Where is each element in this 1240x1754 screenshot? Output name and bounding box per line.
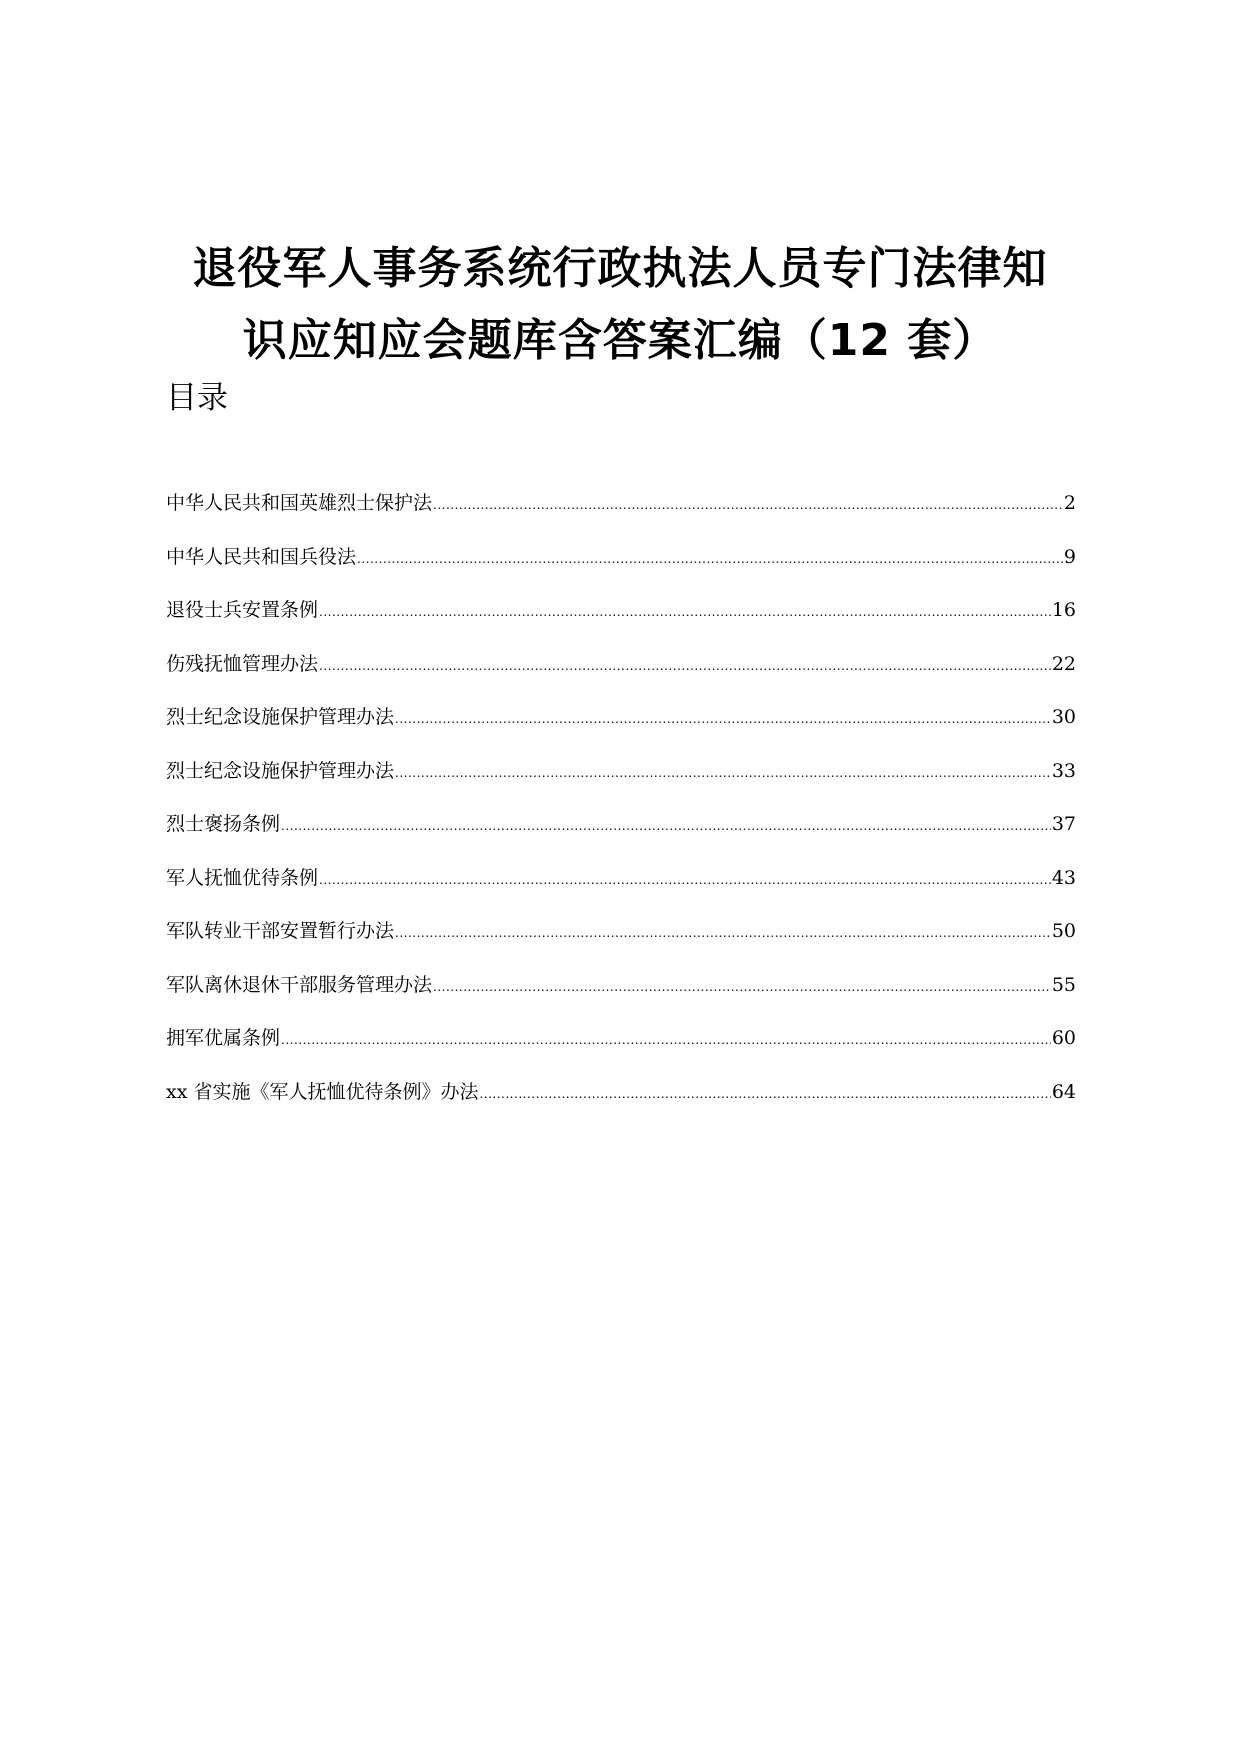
toc-entry[interactable] xyxy=(166,1023,1076,1077)
toc-dot-leader xyxy=(395,918,1051,948)
toc-entry-label[interactable]: 军队转业干部安置暂行办法 xyxy=(166,920,395,942)
toc-dot-leader xyxy=(319,597,1051,627)
toc-entry-label[interactable]: 中华人民共和国英雄烈士保护法 xyxy=(166,492,433,514)
toc-entry[interactable] xyxy=(166,542,1076,596)
toc-entry[interactable] xyxy=(166,756,1076,810)
toc-dot-leader xyxy=(395,704,1051,734)
toc-entry-label[interactable]: 军人抚恤优待条例 xyxy=(166,866,319,889)
toc-entry-label[interactable]: xx 省实施《军人抚恤优待条例》办法 xyxy=(166,1080,479,1103)
toc-entry[interactable] xyxy=(166,595,1076,649)
toc-entry-label[interactable]: 烈士纪念设施保护管理办法 xyxy=(166,706,395,728)
toc-entry-label[interactable]: 中华人民共和国兵役法 xyxy=(166,545,357,568)
table-of-contents xyxy=(166,488,1076,1130)
toc-dot-leader xyxy=(357,544,1063,574)
toc-dot-leader xyxy=(433,490,1063,520)
toc-entry-label[interactable]: 烈士纪念设施保护管理办法 xyxy=(166,759,395,782)
toc-entry-page[interactable]: 33 xyxy=(1051,759,1076,782)
toc-dot-leader xyxy=(395,758,1051,788)
toc-dot-leader xyxy=(319,651,1051,681)
toc-entry[interactable] xyxy=(166,809,1076,863)
toc-dot-leader xyxy=(281,811,1051,841)
toc-entry[interactable] xyxy=(166,970,1076,1024)
toc-entry-page[interactable]: 9 xyxy=(1063,545,1076,568)
toc-entry[interactable] xyxy=(166,488,1076,542)
toc-entry-label[interactable]: 退役士兵安置条例 xyxy=(166,599,319,621)
document-title-line-1: 退役军人事务系统行政执法人员专门法律知 xyxy=(192,243,1048,294)
toc-entry[interactable] xyxy=(166,863,1076,917)
toc-entry-page[interactable]: 30 xyxy=(1051,706,1076,728)
toc-dot-leader xyxy=(281,1025,1051,1055)
toc-entry-label[interactable]: 烈士褒扬条例 xyxy=(166,813,281,835)
toc-dot-leader xyxy=(433,972,1051,1002)
toc-entry[interactable] xyxy=(166,649,1076,703)
document-title-line-2: 识应知应会题库含答案汇编（12 套） xyxy=(242,315,998,366)
toc-entry-page[interactable]: 43 xyxy=(1051,866,1076,889)
toc-entry[interactable] xyxy=(166,916,1076,970)
toc-entry-label[interactable]: 伤残抚恤管理办法 xyxy=(166,652,319,675)
toc-entry-page[interactable]: 50 xyxy=(1051,920,1076,942)
toc-entry[interactable] xyxy=(166,1077,1076,1131)
toc-entry-page[interactable]: 55 xyxy=(1051,973,1076,996)
toc-heading: 目录 xyxy=(166,380,228,416)
toc-entry-page[interactable]: 37 xyxy=(1051,813,1076,835)
toc-entry[interactable] xyxy=(166,702,1076,756)
toc-dot-leader xyxy=(479,1079,1050,1109)
toc-entry-page[interactable]: 22 xyxy=(1051,652,1076,675)
toc-entry-page[interactable]: 60 xyxy=(1051,1027,1076,1049)
toc-entry-page[interactable]: 64 xyxy=(1051,1080,1076,1103)
toc-entry-label[interactable]: 拥军优属条例 xyxy=(166,1027,281,1049)
toc-entry-page[interactable]: 16 xyxy=(1051,599,1076,621)
toc-entry-page[interactable]: 2 xyxy=(1063,492,1076,514)
toc-dot-leader xyxy=(319,865,1051,895)
toc-entry-label[interactable]: 军队离休退休干部服务管理办法 xyxy=(166,973,433,996)
